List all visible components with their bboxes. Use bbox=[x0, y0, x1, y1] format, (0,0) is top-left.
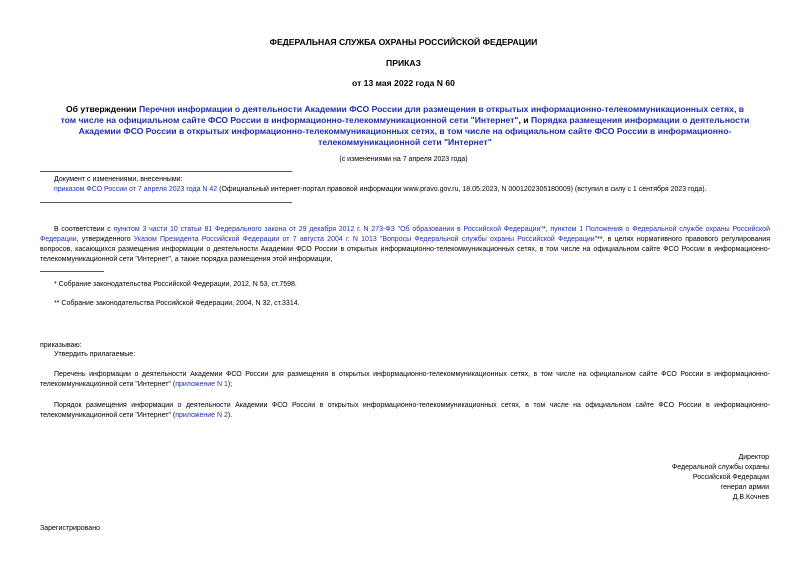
item-1-end: ); bbox=[227, 381, 233, 388]
document-title bbox=[60, 104, 750, 148]
edition-note: (с изменениями на 7 апреля 2023 года) bbox=[339, 156, 468, 163]
footnote-2: ** Собрание законодательства Российской Федерации, 2004, N 32, ст.3314. bbox=[54, 300, 300, 307]
item-1-text: Перечень информации о деятельности Академии ФСО России для размещения в открытых информационно-телекоммуникационных сетях, в том числе на официальном сайте ФСО России в информационно-телекоммуникационной сети "Интернет" ( bbox=[40, 371, 770, 388]
title-prefix: Об утверждении bbox=[65, 104, 139, 114]
preamble-text-1: В соответствии с bbox=[54, 226, 114, 233]
footnote-1: * Собрание законодательства Российской Федерации, 2012, N 53, ст.7598. bbox=[54, 281, 297, 288]
title-link-procedure[interactable]: Порядка размещения информации о деятельности Академии ФСО России в открытых информационно-телекоммуникационных сетях, в том числе на официальном сайте ФСО России в информационно-телекоммуникационной сети "Интернет" bbox=[78, 115, 750, 147]
title-link-list[interactable]: Перечня информации о деятельности Академии ФСО России для размещения в открытых информационно-телекоммуникационных сетях, в том числе на официальном сайте ФСО России в информационно-телекоммуникационной сети "Интернет" bbox=[60, 104, 745, 125]
item-2-end: ). bbox=[227, 412, 233, 419]
changes-top-rule bbox=[40, 171, 292, 172]
registered-label: Зарегистрировано bbox=[40, 525, 100, 532]
changes-heading: Документ с изменениями, внесенными: bbox=[54, 176, 183, 183]
signature-name: Д.В.Кочнев bbox=[732, 494, 769, 501]
preamble-link-education-law[interactable]: пунктом 3 части 10 статьи 81 Федерального закона от 29 декабря 2012 г. N 273-ФЗ "Об образовании в Российской Федерации" bbox=[113, 226, 543, 233]
agency-name: ФЕДЕРАЛЬНАЯ СЛУЖБА ОХРАНЫ РОССИЙСКОЙ ФЕДЕРАЦИИ bbox=[269, 37, 538, 47]
signature-rank: генерал армии bbox=[720, 484, 769, 491]
preamble-link-presidential-decree[interactable]: Указом Президента Российской Федерации от 7 августа 2004 г. N 1013 "Вопросы Федеральной службы охраны Российской Федерации" bbox=[133, 236, 598, 243]
preamble-link-fso-regulation[interactable]: пунктом 1 Положения о Федеральной службе охраны Российской Федерации bbox=[40, 226, 770, 243]
appendix-2-link[interactable]: приложение N 2 bbox=[175, 412, 228, 419]
signature-block bbox=[672, 453, 769, 503]
preamble-paragraph bbox=[40, 225, 770, 265]
changes-rest: (Официальный интернет-портал правовой информации www.pravo.gov.ru, 18.05.2023, N 0001202305180009) (вступил в силу с 1 сентября 2023 года). bbox=[217, 186, 707, 193]
item-2-text: Порядок размещения информации о деятельности Академии ФСО России в открытых информационно-телекоммуникационных сетях, в том числе на официальном сайте ФСО России в информационно-телекоммуникационной сети "Интернет" ( bbox=[40, 402, 770, 419]
preamble-text-2: *, bbox=[542, 226, 551, 233]
item-1-paragraph bbox=[40, 370, 770, 390]
order-word: приказываю: bbox=[40, 342, 82, 349]
signature-service: Федеральной службы охраны bbox=[671, 464, 769, 471]
changes-bottom-rule bbox=[40, 202, 292, 203]
title-middle: , и bbox=[518, 115, 531, 125]
preamble-text-4: **, в целях нормативного правового регулирования вопросов, касающихся размещения информации о деятельности Академии ФСО России в открытых информационно-телекоммуникационных сетях, в том числе на официальном сайте ФСО России в информационно-телекоммуникационной сети "Интернет", а также порядка размещения этой информации, bbox=[40, 236, 770, 263]
changes-link[interactable]: приказом ФСО России от 7 апреля 2023 года N 42 bbox=[54, 186, 218, 193]
item-2-paragraph bbox=[40, 401, 770, 421]
doc-date: от 13 мая 2022 года N 60 bbox=[352, 78, 455, 88]
changes-line bbox=[54, 185, 774, 195]
footnote-rule bbox=[40, 271, 104, 272]
appendix-1-link[interactable]: приложение N 1 bbox=[175, 381, 228, 388]
preamble-text-3: , утвержденного bbox=[76, 236, 134, 243]
signature-position: Директор bbox=[738, 454, 769, 461]
approve-line: Утвердить прилагаемые: bbox=[54, 351, 136, 358]
signature-country: Российской Федерации bbox=[692, 474, 769, 481]
doc-type: ПРИКАЗ bbox=[386, 58, 421, 68]
